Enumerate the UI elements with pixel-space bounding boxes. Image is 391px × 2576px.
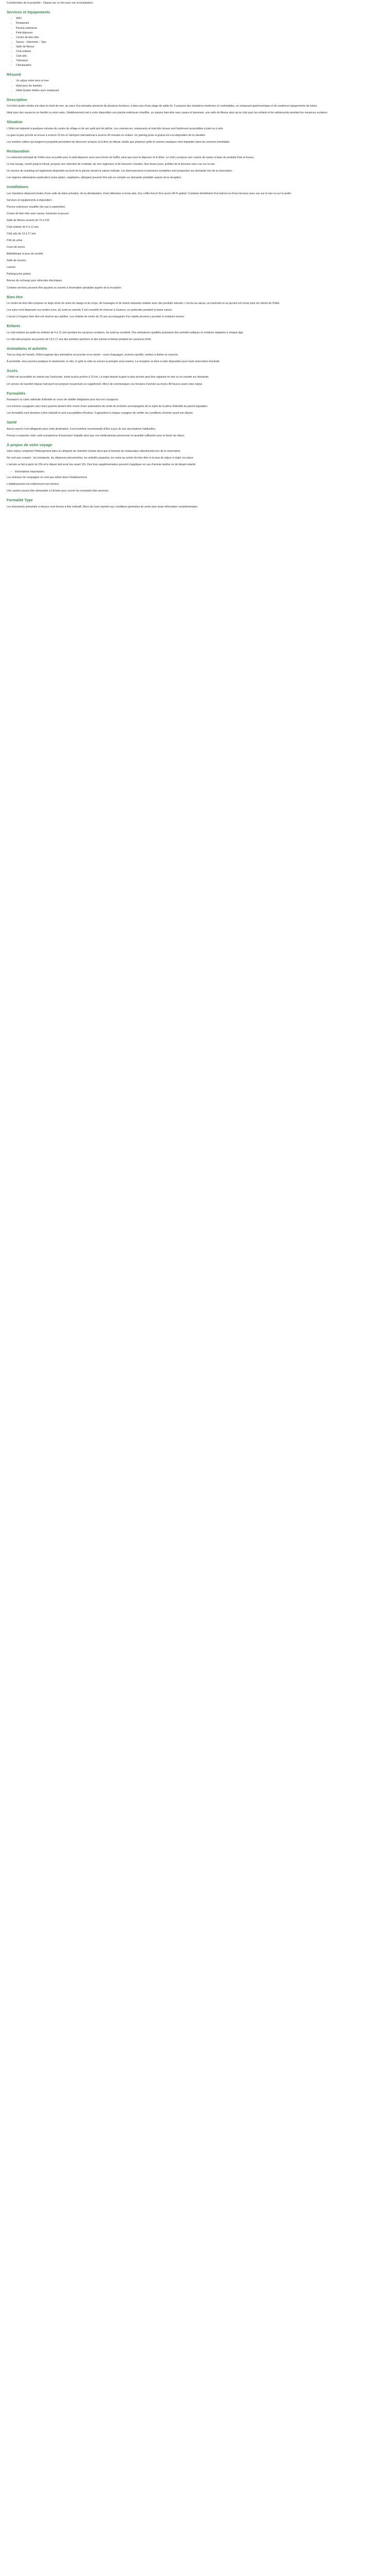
restaurants-section <box>7 149 384 180</box>
activities-paragraph: À proximité, vous pourrez pratiquer la randonnée, le vélo, le golf, la voile ou encore la plongée sous-marine. La réception se tient à votre disposition pour toute réservation d'activité. <box>7 360 220 364</box>
kids-paragraph: Le club ado propose aux jeunes de 13 à 17 ans des activités sportives et des soirées à thème pendant les vacances d'été. <box>7 337 152 341</box>
services-item: • Club enfants <box>16 49 384 54</box>
services-item: • Télévision <box>16 59 384 63</box>
health-section <box>7 420 384 437</box>
installations-line: Bornes de recharge pour véhicules électriques <box>7 279 62 283</box>
footer-heading: Formalité Type <box>7 498 33 503</box>
formalities-heading: Formalités <box>7 391 26 396</box>
health-paragraph: Aucun vaccin n'est obligatoire pour cette destination. Il est toutefois recommandé d'être à jour de ses vaccinations habituelles. <box>7 427 156 431</box>
footer-paragraph: Les documents présentés ci-dessus sont fournis à titre indicatif. Merci de vous reporter aux conditions générales de vente pour toute information complémentaire. <box>7 505 199 509</box>
services-item: • Petit-déjeuner <box>16 31 384 35</box>
about-heading: À propos de votre voyage <box>7 442 53 447</box>
access-heading: Accès <box>7 368 18 374</box>
health-paragraph: Pensez à emporter votre carte européenne d'assurance maladie ainsi que vos médicaments personnels en quantité suffisante pour la durée du séjour. <box>7 434 185 437</box>
installations-heading: Installations <box>7 184 28 190</box>
installations-line: Club ado de 13 à 17 ans <box>7 232 36 236</box>
about-section <box>7 443 384 494</box>
summary-item: • Un séjour entre terre et mer <box>16 79 384 83</box>
restaurants-paragraph: Les régimes alimentaires particuliers (sans gluten, végétarien, allergies) peuvent être pris en compte sur demande préalable auprès de la réception. <box>7 176 182 180</box>
summary-section <box>7 72 384 93</box>
summary-heading: Résumé <box>7 72 21 77</box>
wellness-paragraph: L'accès à l'espace bien-être est réservé aux adultes. Les enfants de moins de 16 ans accompagnés d'un adulte peuvent y accéder à certaines heures. <box>7 315 185 319</box>
activities-section <box>7 346 384 364</box>
installations-line: Salle de réunion <box>7 259 26 263</box>
restaurants-paragraph: Le bar-lounge, ouvert jusqu'à minuit, propose une sélection de cocktails, de vins régionaux et de boissons chaudes. Aux beaux jours, profitez de la terrasse avec vue sur la mer. <box>7 163 216 166</box>
installations-paragraph: Services et équipements à disposition : <box>7 198 53 202</box>
description-heading: Description <box>7 97 27 102</box>
services-item: • Club ado <box>16 54 384 58</box>
installations-line: Salle de fitness ouverte de 7h à 21h <box>7 218 50 222</box>
access-paragraph: Un service de transfert depuis l'aéroport est proposé moyennant un supplément. Merci de communiquer vos horaires d'arrivée au moins 48 heures avant votre séjour. <box>7 382 203 386</box>
description-paragraph: Idéal pour des vacances en famille ou entre amis, l'établissement met à votre disposition une piscine extérieure chauffée, un espace bien-être avec sauna et hammam, une salle de fitness ainsi qu'un club pour les enfants et les adolescents pendant les vacances scolaires. <box>7 111 328 115</box>
activities-heading: Animations et activités <box>7 346 47 351</box>
restaurants-paragraph: Le restaurant principal de l'hôtel vous accueille pour le petit-déjeuner servi sous forme de buffet, ainsi que pour le déjeuner et le dîner. Le chef y propose une cuisine de saison à base de produits frais et locaux. <box>7 156 255 160</box>
services-item: • Climatisation <box>16 63 384 67</box>
situation-paragraph: L'hôtel est implanté à quelques minutes du centre du village et de son petit port de pêche. Les commerces, restaurants et marchés locaux sont facilement accessibles à pied ou à vélo. <box>7 127 224 130</box>
installations-line: Centre de bien-être avec sauna, hammam et jacuzzi <box>7 212 69 215</box>
wellness-paragraph: Le centre de bien-être propose un large choix de soins du visage et du corps, de massages et de rituels relaxants réalisés avec des produits naturels. L'accès au sauna, au hammam et au jacuzzi est inclus pour les clients de l'hôtel. <box>7 301 280 305</box>
installations-line: Club enfants de 4 à 12 ans <box>7 225 39 229</box>
installations-line: Parking privé gratuit <box>7 273 31 276</box>
services-item: • Piscine extérieure <box>16 26 384 30</box>
installations-paragraph: Certains services peuvent être payants ou soumis à réservation préalable auprès de la réception. <box>7 286 122 290</box>
services-item: • Restaurant <box>16 21 384 25</box>
situation-heading: Situation <box>7 120 23 125</box>
installations-paragraph: Les chambres disposent toutes d'une salle de bains privative, de la climatisation, d'une télévision à écran plat, d'un coffre-fort et d'un accès Wi-Fi gratuit. Certaines bénéficient d'un balcon ou d'une terrasse avec vue sur la mer ou sur le jardin. <box>7 192 292 195</box>
services-section <box>7 10 384 67</box>
kids-heading: Enfants <box>7 324 21 329</box>
services-list <box>7 16 384 67</box>
kids-section <box>7 324 384 341</box>
restaurants-heading: Restauration <box>7 148 29 154</box>
summary-list <box>7 79 384 92</box>
description-paragraph: Cet hôtel quatre étoiles est situé en bord de mer, au cœur d'un domaine préservé de plusieurs hectares, à deux pas d'une plage de sable fin. Il propose des chambres modernes et confortables, un restaurant gastronomique et de nombreux équipements de loisirs. <box>7 105 318 108</box>
summary-item: • Idéal pour les familles <box>16 84 384 88</box>
services-heading: Services et équipements <box>7 10 51 15</box>
installations-line: Prêt de vélos <box>7 239 23 243</box>
installations-line: Bibliothèque et jeux de société <box>7 252 43 256</box>
important-paragraph: Une caution pourra être demandée à l'arrivée pour couvrir les éventuels frais annexes. <box>7 489 109 493</box>
formalities-paragraph: Passeport ou carte nationale d'identité en cours de validité obligatoire pour tous les voyageurs. <box>7 398 119 401</box>
important-label: • Informations importantes <box>7 470 384 474</box>
services-item: • Salle de fitness <box>16 45 384 49</box>
wellness-paragraph: Les soins sont dispensés sur rendez-vous, du lundi au samedi. Il est conseillé de réserver à l'avance, en particulier pendant la haute saison. <box>7 309 173 312</box>
formalities-paragraph: Les mineurs voyageant sans leurs parents doivent être munis d'une autorisation de sortie du territoire accompagnée de la copie de la pièce d'identité du parent signataire. <box>7 405 208 409</box>
formalities-paragraph: Les formalités sont données à titre indicatif et sont susceptibles d'évoluer. Il appartient à chaque voyageur de vérifier les conditions d'entrée avant son départ. <box>7 412 193 415</box>
situation-section <box>7 120 384 144</box>
wellness-heading: Bien-être <box>7 294 23 299</box>
installations-line: Piscine extérieure chauffée (de mai à septembre) <box>7 205 66 209</box>
health-heading: Santé <box>7 420 17 425</box>
restaurants-paragraph: Un service de snacking est également disponible au bord de la piscine durant la saison estivale. Les demi-pensions et pensions complètes sont proposées sur demande lors de la réservation. <box>7 170 233 173</box>
installations-line: Laverie <box>7 266 16 269</box>
situation-paragraph: Les sentiers côtiers qui longent la propriété permettent de découvrir la faune et la flore du littoral, tandis que plusieurs golfs et centres nautiques sont implantés dans les environs immédiats. <box>7 140 231 144</box>
important-paragraph: Les animaux de compagnie ne sont pas admis dans l'établissement. <box>7 476 88 480</box>
intro-text: Coordonnées de la propriété : Cliquez sur ce lien pour voir la localisation. <box>7 2 94 5</box>
description-section <box>7 97 384 115</box>
important-paragraph: L'établissement est entièrement non-fumeur. <box>7 483 60 486</box>
installations-line: Court de tennis <box>7 246 25 249</box>
page <box>0 0 384 517</box>
formalities-section <box>7 391 384 416</box>
situation-paragraph: La gare la plus proche se trouve à environ 15 km et l'aéroport international à environ 45 minutes en voiture. Un parking privé et gratuit est à la disposition de la clientèle. <box>7 133 206 137</box>
access-section <box>7 368 384 386</box>
services-item: • WIFI <box>16 16 384 21</box>
footer-section <box>7 498 384 509</box>
activities-paragraph: Tout au long de l'année, l'hôtel organise des animations en journée et en soirée : cours d'aquagym, tournois sportifs, soirées à thème et concerts. <box>7 353 179 357</box>
wellness-section <box>7 295 384 319</box>
about-paragraph: Ne sont pas compris : les transports, les dépenses personnelles, les activités payantes, les soins au centre de bien-être et la taxe de séjour à régler sur place. <box>7 456 194 460</box>
services-item: • Centre de bien-être <box>16 36 384 40</box>
about-paragraph: L'arrivée se fait à partir de 15h et le départ doit avoir lieu avant 11h. Des frais supplémentaires peuvent s'appliquer en cas d'arrivée tardive ou de départ retardé. <box>7 463 197 467</box>
about-paragraph: Votre séjour comprend l'hébergement dans la catégorie de chambre choisie ainsi que la formule de restauration sélectionnée lors de la réservation. <box>7 449 181 453</box>
summary-item: • Hôtel Quatre étoiles avec restaurant <box>16 89 384 93</box>
installations-section <box>7 184 384 290</box>
access-paragraph: L'hôtel est accessible en voiture par l'autoroute, sortie la plus proche à 10 km. Le trajet depuis la gare la plus proche peut être organisé en taxi ou en navette sur demande. <box>7 376 209 379</box>
services-item: • Sauna – Hammam – Spa <box>16 40 384 44</box>
kids-paragraph: Le club enfants accueille les enfants de 4 à 12 ans pendant les vacances scolaires, du lundi au vendredi. Des animateurs qualifiés proposent des activités ludiques et créatives adaptées à chaque âge. <box>7 331 244 334</box>
